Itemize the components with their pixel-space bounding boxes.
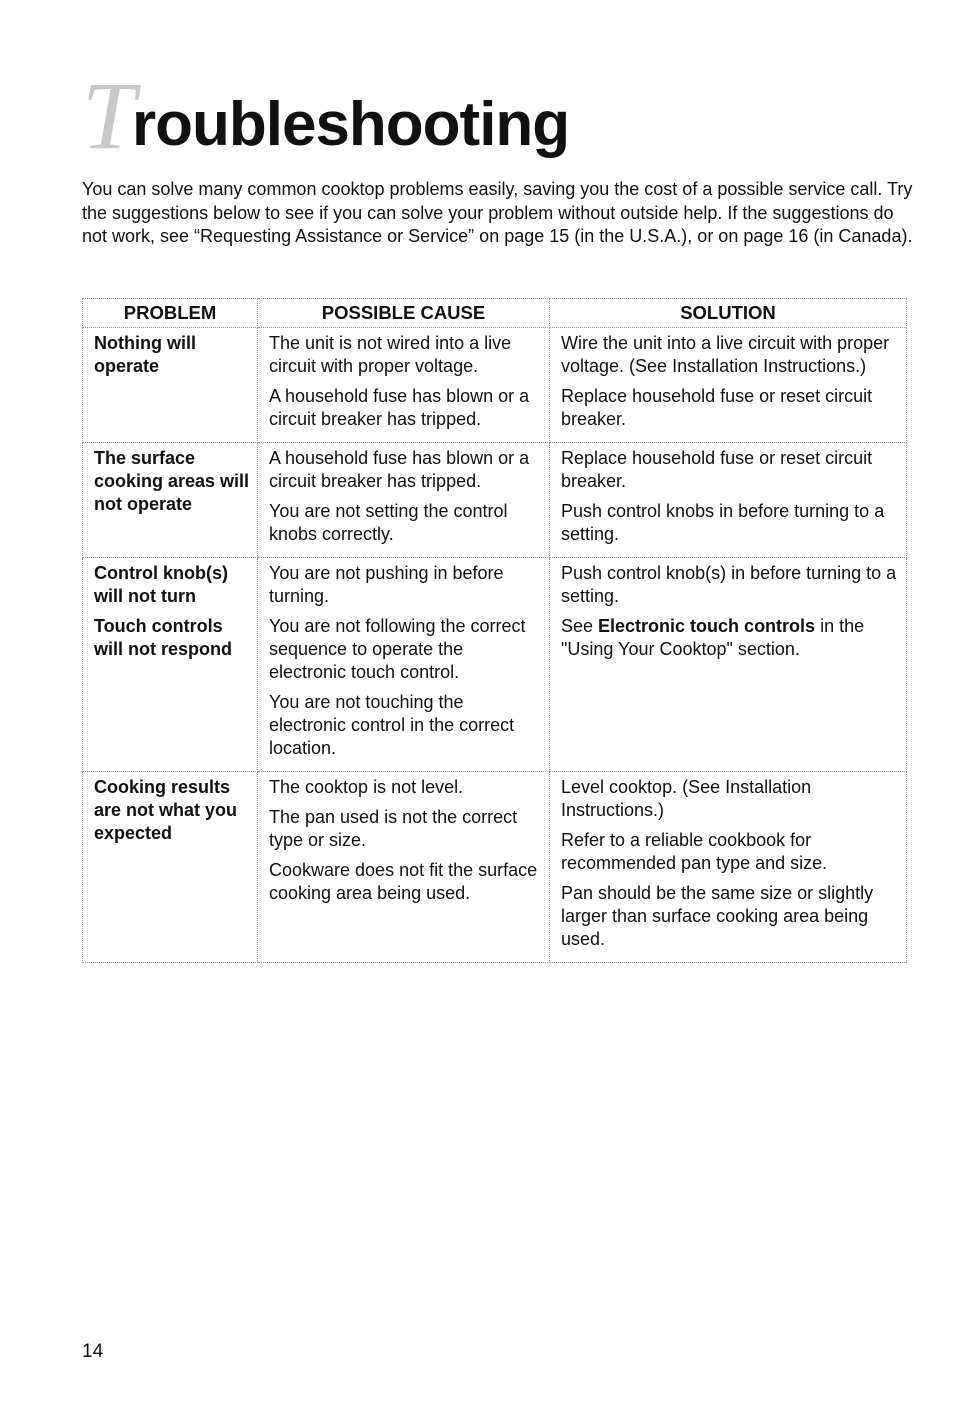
table-row [83,443,907,558]
table-header-row [83,299,907,328]
problem-cell [83,558,258,772]
troubleshooting-table [82,298,907,963]
cause-text: You are not pushing in before turning. [269,563,504,606]
cause-text: You are not setting the control knobs correctly. [269,501,508,544]
cause-cell [258,328,550,443]
problem-cell [83,443,258,558]
solution-text: See Electronic touch controls in the "Using Your Cooktop" section. [561,616,865,659]
problem-text: Nothing will operate [94,333,196,376]
solution-cell [550,558,907,772]
solution-text: Pan should be the same size or slightly larger than surface cooking area being used. [561,883,874,949]
table-row [83,772,907,963]
cause-text: A household fuse has blown or a circuit breaker has tripped. [269,386,530,429]
cause-cell [258,558,550,772]
cause-text: You are not touching the electronic control in the correct location. [269,692,515,758]
header-possible-cause: POSSIBLE CAUSE [258,299,550,328]
header-problem: PROBLEM [83,299,258,328]
cause-cell [258,443,550,558]
solution-text: Level cooktop. (See Installation Instructions.) [561,777,812,820]
problem-text: The surface cooking areas will not operate [94,448,250,514]
solution-text: Push control knobs in before turning to a setting. [561,501,885,544]
solution-text: Replace household fuse or reset circuit breaker. [561,386,873,429]
problem-cell [83,328,258,443]
cause-text: A household fuse has blown or a circuit breaker has tripped. [269,448,530,491]
problem-text: Control knob(s) will not turn [94,563,228,606]
solution-text: Push control knob(s) in before turning to a setting. [561,563,897,606]
cause-text: The unit is not wired into a live circuit with proper voltage. [269,333,512,376]
page-number: 14 [82,1341,104,1362]
solution-text: Wire the unit into a live circuit with proper voltage. (See Installation Instructions.) [561,333,890,376]
problem-cell [83,772,258,963]
solution-cell [550,772,907,963]
cause-text: The cooktop is not level. [269,777,464,797]
solution-text: Replace household fuse or reset circuit breaker. [561,448,873,491]
solution-cell [550,443,907,558]
solution-text: Refer to a reliable cookbook for recommended pan type and size. [561,830,828,873]
cause-text: Cookware does not fit the surface cooking area being used. [269,860,538,903]
table-row [83,558,907,772]
cause-cell [258,772,550,963]
cause-text: The pan used is not the correct type or size. [269,807,518,850]
header-solution: SOLUTION [550,299,907,328]
decorative-initial: T [82,62,136,169]
intro-paragraph: You can solve many common cooktop problems easily, saving you the cost of a possible service call. Try the suggestions below to see if you can solve your problem without outside help. If the suggestions do not work, see “Requesting Assistance or Service” on page 15 (in the U.S.A.), or on page 16 (in Canada). [82,179,913,246]
problem-text: Cooking results are not what you expected [94,777,238,843]
solution-cell [550,328,907,443]
title-text: roubleshooting [132,90,570,159]
cause-text: You are not following the correct sequence to operate the electronic touch control. [269,616,526,682]
table-row [83,328,907,443]
emphasis-text: Electronic touch controls [598,616,816,636]
page-title [80,62,780,172]
problem-text: Touch controls will not respond [94,616,232,659]
table-body [83,328,907,963]
